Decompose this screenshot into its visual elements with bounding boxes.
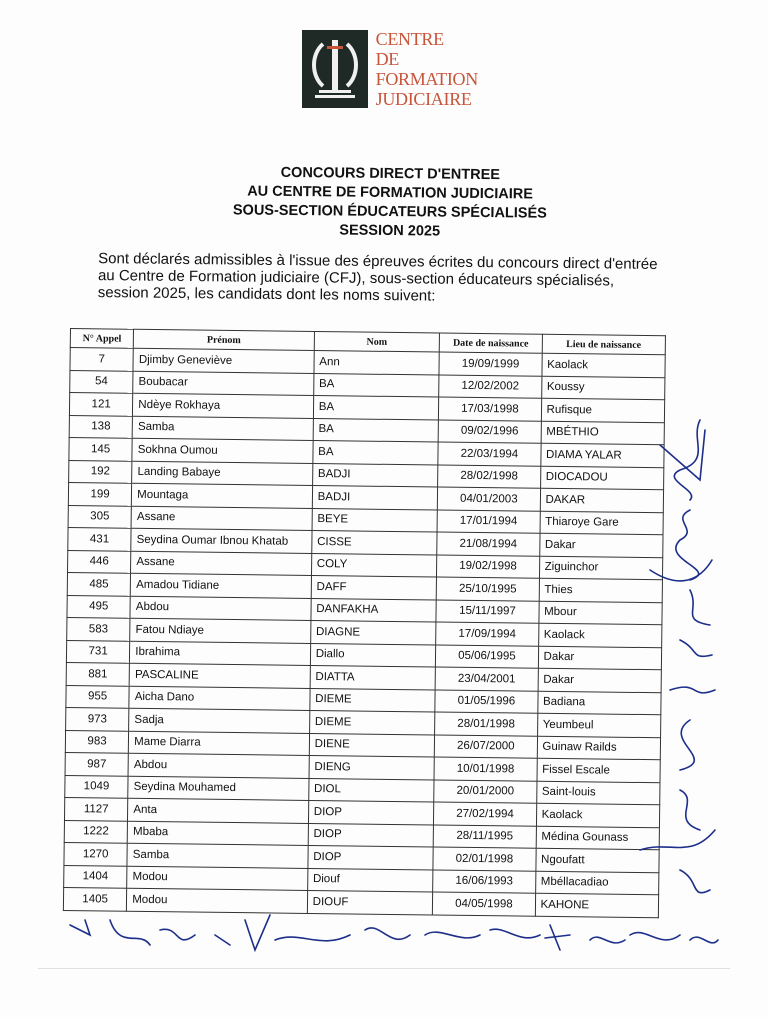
cell-prenom: PASCALINE bbox=[129, 663, 310, 688]
cell-numero-appel: 1127 bbox=[64, 797, 128, 820]
cell-date-naissance: 09/02/1996 bbox=[438, 420, 541, 444]
cell-nom: DIOL bbox=[308, 778, 434, 802]
cell-lieu-naissance: Dakar bbox=[538, 668, 662, 692]
cell-nom: DIEME bbox=[309, 710, 435, 734]
cell-numero-appel: 192 bbox=[69, 460, 133, 483]
cell-numero-appel: 431 bbox=[68, 527, 132, 550]
cell-prenom: Modou bbox=[127, 866, 308, 891]
logo-line-2: DE FORMATION bbox=[375, 49, 478, 89]
cell-nom: Diallo bbox=[310, 643, 436, 667]
cell-date-naissance: 28/11/1995 bbox=[433, 824, 536, 848]
cell-nom: BA bbox=[313, 395, 439, 419]
cell-prenom: Abdou bbox=[130, 596, 311, 621]
cell-date-naissance: 12/02/2002 bbox=[439, 375, 542, 399]
cell-nom: Ann bbox=[314, 350, 440, 374]
cell-lieu-naissance: Koussy bbox=[541, 376, 665, 400]
cell-lieu-naissance: MBÉTHIO bbox=[541, 421, 665, 445]
header-lieu-naissance: Lieu de naissance bbox=[542, 334, 666, 355]
cfj-logo bbox=[302, 26, 494, 112]
cell-date-naissance: 23/04/2001 bbox=[435, 667, 538, 691]
cell-numero-appel: 583 bbox=[67, 617, 131, 640]
cell-nom: DAFF bbox=[311, 575, 437, 599]
cell-numero-appel: 446 bbox=[68, 550, 132, 573]
cell-numero-appel: 54 bbox=[70, 370, 134, 393]
cell-lieu-naissance: Guinaw Railds bbox=[537, 736, 661, 760]
cell-prenom: Assane bbox=[131, 551, 312, 576]
cell-prenom: Samba bbox=[132, 416, 313, 441]
cell-date-naissance: 19/02/1998 bbox=[437, 555, 540, 579]
logo-line-3: JUDICIAIRE bbox=[375, 89, 472, 109]
scales-of-justice-icon bbox=[302, 30, 368, 108]
cell-lieu-naissance: DIAMA YALAR bbox=[540, 443, 664, 467]
cell-numero-appel: 1049 bbox=[65, 775, 129, 798]
cell-prenom: Amadou Tidiane bbox=[130, 573, 311, 598]
cell-numero-appel: 1270 bbox=[64, 842, 128, 865]
cell-nom: DIOP bbox=[308, 800, 434, 824]
cell-numero-appel: 973 bbox=[66, 707, 130, 730]
cell-date-naissance: 21/08/1994 bbox=[437, 532, 540, 556]
cell-date-naissance: 05/06/1995 bbox=[436, 644, 539, 668]
cell-prenom: Boubacar bbox=[133, 371, 314, 396]
header-date-naissance: Date de naissance bbox=[440, 333, 542, 353]
cell-date-naissance: 17/09/1994 bbox=[436, 622, 539, 646]
heading-line-1: CONCOURS DIRECT D'ENTREE bbox=[280, 164, 501, 184]
cell-numero-appel: 987 bbox=[65, 752, 129, 775]
cell-lieu-naissance: Kaolack bbox=[538, 623, 662, 647]
cell-prenom: Abdou bbox=[128, 753, 309, 778]
intro-paragraph: Sont déclarés admissibles à l'issue des épreuves écrites du concours direct d'entrée au Centre de Formation judiciaire (CFJ), sous-section éducateurs spécialisés, session 2025, les candidats dont les noms suivent: bbox=[97, 250, 658, 305]
heading-line-3: SOUS-SECTION ÉDUCATEURS SPÉCIALISÉS bbox=[232, 202, 547, 222]
cell-nom: DIOP bbox=[308, 823, 434, 847]
cell-prenom: Sokhna Oumou bbox=[132, 438, 313, 463]
cell-prenom: Anta bbox=[128, 798, 309, 823]
cell-nom: CISSE bbox=[311, 530, 437, 554]
cell-lieu-naissance: Mbéllacadiao bbox=[535, 871, 659, 895]
cell-numero-appel: 145 bbox=[69, 437, 133, 460]
cell-lieu-naissance: KAHONE bbox=[535, 893, 659, 917]
cell-date-naissance: 15/11/1997 bbox=[436, 599, 539, 623]
cell-date-naissance: 20/01/2000 bbox=[434, 779, 537, 803]
cell-date-naissance: 28/02/1998 bbox=[438, 465, 541, 489]
header-numero-appel: N° Appel bbox=[70, 329, 133, 349]
cell-date-naissance: 26/07/2000 bbox=[435, 734, 538, 758]
cell-date-naissance: 27/02/1994 bbox=[434, 802, 537, 826]
cell-lieu-naissance: Ziguinchor bbox=[539, 556, 663, 580]
logo-line-1: CENTRE bbox=[375, 29, 444, 49]
cell-prenom: Ibrahima bbox=[130, 641, 311, 666]
cell-nom: DIENG bbox=[309, 755, 435, 779]
cell-date-naissance: 10/01/1998 bbox=[434, 757, 537, 781]
cell-numero-appel: 138 bbox=[69, 415, 133, 438]
cell-nom: BEYE bbox=[312, 508, 438, 532]
cell-prenom: Mbaba bbox=[127, 821, 308, 846]
cell-nom: BADJI bbox=[312, 463, 438, 487]
cell-date-naissance: 22/03/1994 bbox=[438, 442, 541, 466]
cell-date-naissance: 17/01/1994 bbox=[437, 510, 540, 534]
cell-nom: BA bbox=[313, 440, 439, 464]
cell-prenom: Sadja bbox=[129, 708, 310, 733]
cell-prenom: Assane bbox=[131, 506, 312, 531]
cell-lieu-naissance: Fissel Escale bbox=[537, 758, 661, 782]
cell-nom: BADJI bbox=[312, 485, 438, 509]
cell-lieu-naissance: Dakar bbox=[538, 646, 662, 670]
header-nom: Nom bbox=[314, 331, 440, 352]
cell-numero-appel: 305 bbox=[68, 505, 132, 528]
cell-nom: BA bbox=[313, 418, 439, 442]
cell-nom: DIEME bbox=[310, 688, 436, 712]
cell-prenom: Ndèye Rokhaya bbox=[133, 393, 314, 418]
heading-line-4: SESSION 2025 bbox=[339, 222, 441, 240]
cell-prenom: Djimby Geneviève bbox=[133, 348, 314, 373]
cell-prenom: Mountaga bbox=[132, 483, 313, 508]
cell-date-naissance: 17/03/1998 bbox=[439, 397, 542, 421]
cell-numero-appel: 485 bbox=[67, 572, 131, 595]
heading-line-2: AU CENTRE DE FORMATION JUDICIAIRE bbox=[247, 183, 534, 203]
cell-lieu-naissance: Médina Gounass bbox=[536, 826, 660, 850]
cell-lieu-naissance: Thiaroye Gare bbox=[540, 511, 664, 535]
cell-nom: DIOUF bbox=[307, 890, 433, 914]
page-bottom-divider bbox=[38, 968, 730, 969]
admitted-candidates-table-wrapper bbox=[63, 328, 666, 918]
cell-lieu-naissance: DIOCADOU bbox=[540, 466, 664, 490]
cell-lieu-naissance: Thies bbox=[539, 578, 663, 602]
cell-date-naissance: 16/06/1993 bbox=[433, 869, 536, 893]
cell-prenom: Fatou Ndiaye bbox=[130, 618, 311, 643]
cell-numero-appel: 7 bbox=[70, 348, 134, 371]
cell-date-naissance: 25/10/1995 bbox=[437, 577, 540, 601]
cell-date-naissance: 04/05/1998 bbox=[433, 892, 536, 916]
cell-date-naissance: 19/09/1999 bbox=[439, 352, 542, 376]
cell-prenom: Samba bbox=[127, 843, 308, 868]
cell-prenom: Mame Diarra bbox=[129, 731, 310, 756]
cell-date-naissance: 02/01/1998 bbox=[433, 847, 536, 871]
cell-numero-appel: 881 bbox=[66, 662, 130, 685]
cell-nom: Diouf bbox=[307, 868, 433, 892]
cell-nom: DIOP bbox=[308, 845, 434, 869]
cell-lieu-naissance: Saint-louis bbox=[536, 781, 660, 805]
cell-numero-appel: 495 bbox=[67, 595, 131, 618]
document-heading bbox=[170, 163, 611, 244]
cell-lieu-naissance: Mbour bbox=[538, 601, 662, 625]
cell-numero-appel: 955 bbox=[66, 685, 130, 708]
header-prenom: Prénom bbox=[133, 329, 314, 350]
cell-nom: BA bbox=[313, 373, 439, 397]
cell-numero-appel: 983 bbox=[65, 730, 129, 753]
cell-lieu-naissance: Ngoufatt bbox=[535, 848, 659, 872]
admitted-candidates-table bbox=[63, 328, 666, 918]
cell-numero-appel: 121 bbox=[69, 393, 133, 416]
cell-date-naissance: 01/05/1996 bbox=[435, 689, 538, 713]
cell-numero-appel: 1404 bbox=[64, 865, 128, 888]
cell-date-naissance: 28/01/1998 bbox=[435, 712, 538, 736]
cell-lieu-naissance: Badiana bbox=[537, 691, 661, 715]
cell-prenom: Seydina Oumar Ibnou Khatab bbox=[131, 528, 312, 553]
cell-lieu-naissance: DAKAR bbox=[540, 488, 664, 512]
cell-numero-appel: 1405 bbox=[63, 887, 127, 910]
cell-nom: DANFAKHA bbox=[311, 598, 437, 622]
cell-prenom: Seydina Mouhamed bbox=[128, 776, 309, 801]
cell-nom: DIATTA bbox=[310, 665, 436, 689]
cell-numero-appel: 199 bbox=[68, 482, 132, 505]
cell-prenom: Aicha Dano bbox=[129, 686, 310, 711]
cell-nom: DIENE bbox=[309, 733, 435, 757]
cell-lieu-naissance: Rufisque bbox=[541, 398, 665, 422]
cell-lieu-naissance: Dakar bbox=[539, 533, 663, 557]
cell-nom: DIAGNE bbox=[310, 620, 436, 644]
cell-lieu-naissance: Yeumbeul bbox=[537, 713, 661, 737]
cell-lieu-naissance: Kaolack bbox=[541, 353, 665, 377]
cell-date-naissance: 04/01/2003 bbox=[438, 487, 541, 511]
cell-prenom: Landing Babaye bbox=[132, 461, 313, 486]
cell-numero-appel: 731 bbox=[66, 640, 130, 663]
cell-nom: COLY bbox=[311, 553, 437, 577]
cell-lieu-naissance: Kaolack bbox=[536, 803, 660, 827]
cell-numero-appel: 1222 bbox=[64, 820, 128, 843]
cell-prenom: Modou bbox=[127, 888, 308, 913]
